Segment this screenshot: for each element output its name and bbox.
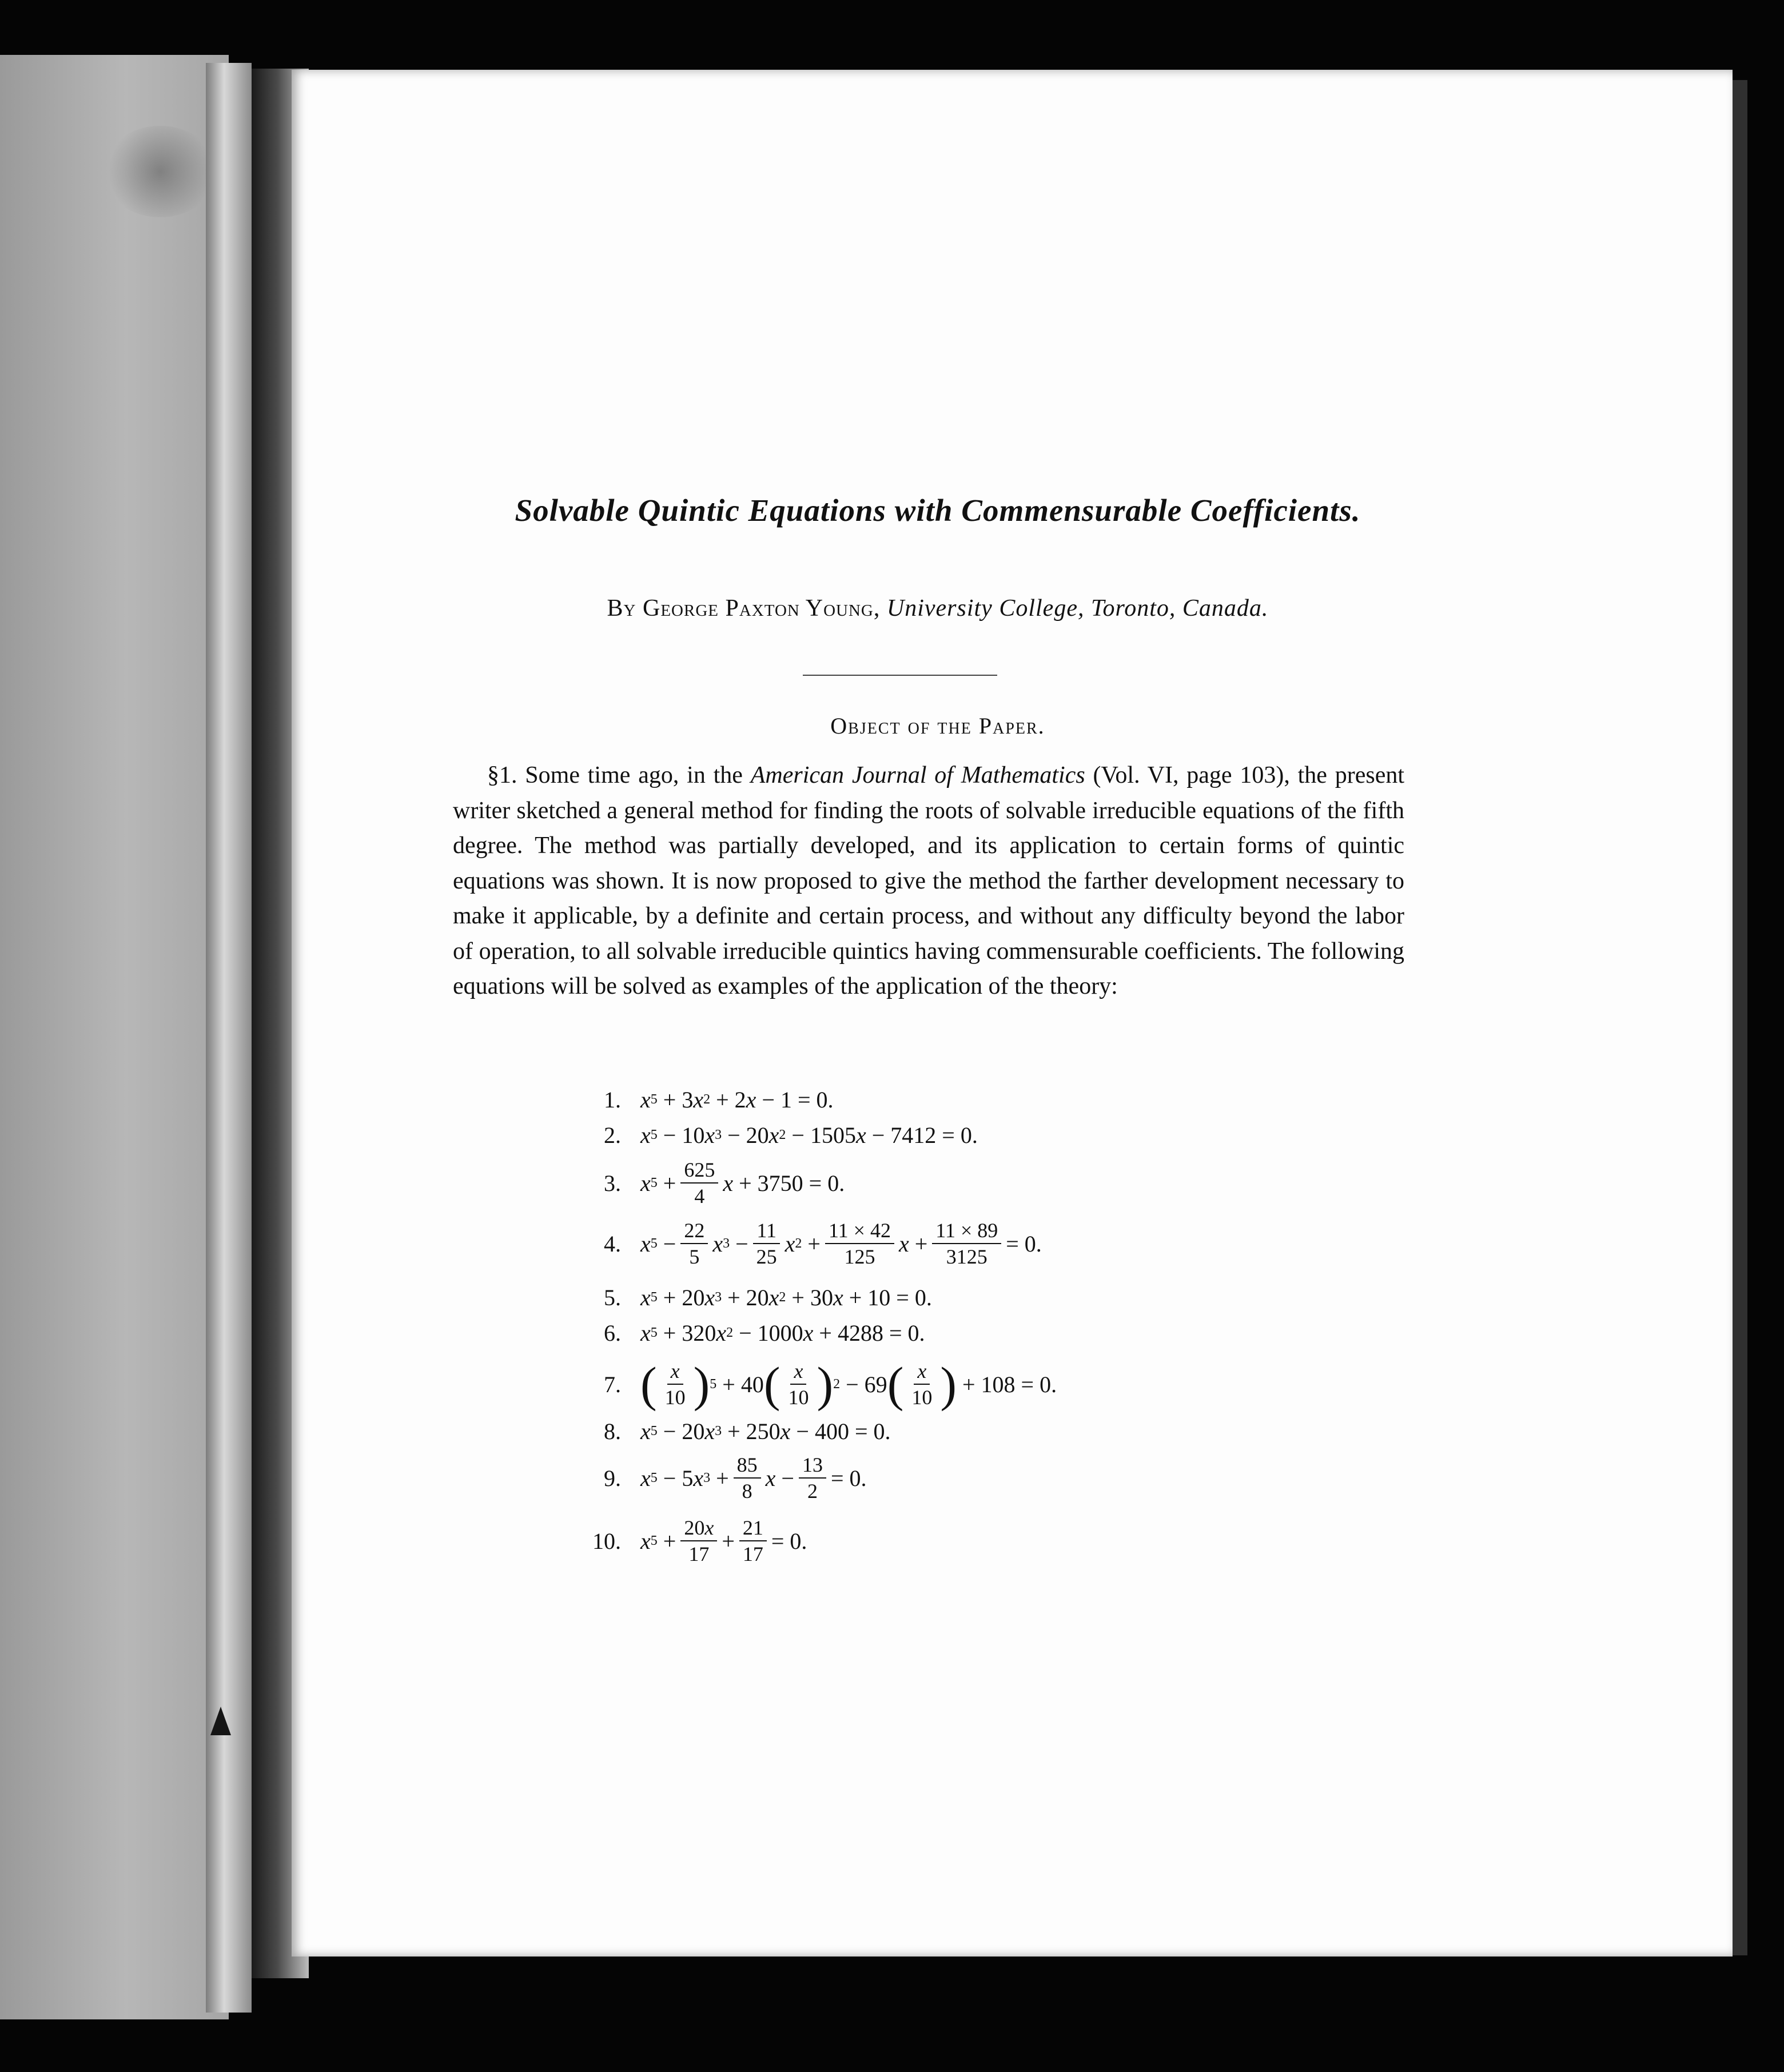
paragraph-part-1: §1. Some time ago, in the (487, 762, 743, 788)
fraction: $\frac{625}{4}$ (680, 1157, 718, 1209)
equation-number: 5. (604, 1285, 621, 1310)
fraction: $\frac{11 \times 42}{125}$ (825, 1218, 894, 1269)
separator-rule (803, 675, 997, 676)
fraction: $\frac{22}{5}$ (680, 1218, 708, 1269)
book-cover (0, 55, 229, 2019)
equation-body: x 5 − 5 x 3 + $\frac{85}{8}$ x − $\frac{13}{2}$ = 0. (640, 1453, 867, 1503)
equation-10 (572, 1515, 807, 1567)
equation-body: x 5 + $\frac{625}{4}$ x + 3750 = 0. (640, 1158, 845, 1208)
equation-body: x 5 + 3 x 2 + 2 x − 1 = 0. (640, 1087, 834, 1113)
equation-7 (572, 1358, 1057, 1410)
equation-number: 8. (604, 1418, 621, 1444)
body-paragraph (453, 758, 1404, 1005)
equation-body: ( $\frac{x}{10}$ ) 5 + 40 ( $\frac{x}{10}$ ) 2 − 69 ( $\frac{x}{10}$ ) + 108 = 0. (640, 1357, 1057, 1412)
equation-number: 2. (604, 1122, 621, 1148)
equation-number: 1. (604, 1087, 621, 1113)
fraction: $\frac{20x}{17}$ (680, 1515, 717, 1567)
equation-number: 9. (604, 1465, 621, 1491)
equation-6 (572, 1320, 925, 1346)
equation-body: x 5 − 20 x 3 + 250 x − 400 = 0. (640, 1418, 891, 1444)
equation-body: x 5 + 20 x 3 + 20 x 2 + 30 x + 10 = 0. (640, 1285, 932, 1310)
fraction: $\frac{x}{10}$ (664, 1360, 686, 1409)
paragraph-part-2: (Vol. VI, page 103), the present writer sketched a general method for finding the roots of solvable irreducible equations of the fifth degree. The method was partially developed, and its application to certain forms of quintic equations was shown. It is now proposed to give the method the farther development necessary to make it applicable, by a definite and certain process, and without any difficulty beyond the labor of operation, to all solvable irreducible quintics having commensurable coefficients. The following equations will be solved as examples of the application of the theory: (453, 762, 1405, 999)
fraction: $\frac{x}{10}$ (788, 1360, 809, 1409)
fraction: $\frac{11}{25}$ (753, 1218, 780, 1269)
equation-3 (572, 1157, 845, 1209)
equation-2 (572, 1122, 978, 1149)
author-name: George Paxton Young, (643, 595, 881, 621)
arrow-mark-icon (210, 1707, 231, 1735)
equation-body: x 5 + 320 x 2 − 1000 x + 4288 = 0. (640, 1320, 925, 1346)
equation-number: 7. (604, 1371, 621, 1397)
journal-name: American Journal of Mathematics (750, 762, 1085, 788)
equation-body: x 5 + $\frac{20x}{17}$ + $\frac{21}{17}$ = 0. (640, 1516, 807, 1565)
equation-4 (572, 1218, 1042, 1269)
equation-8 (572, 1418, 891, 1445)
fraction: $\frac{13}{2}$ (799, 1452, 826, 1504)
equation-5 (572, 1284, 932, 1311)
fraction: $\frac{85}{8}$ (734, 1452, 761, 1504)
fraction: $\frac{x}{10}$ (911, 1360, 933, 1409)
section-heading: Object of the Paper. (830, 713, 1045, 739)
equation-body: x 5 − $\frac{22}{5}$ x 3 − $\frac{11}{25}$ x 2 + $\frac{11 \times 42}{125}$ x + $\frac{11 \times 89}{3125}$ = 0. (640, 1219, 1042, 1268)
equation-number: 6. (604, 1320, 621, 1346)
paper-title: Solvable Quintic Equations with Commensurable Coefficients. (515, 493, 1361, 528)
page-edge (1733, 80, 1747, 1955)
equation-number: 3. (604, 1170, 621, 1196)
equation-body: x 5 − 10 x 3 − 20 x 2 − 1505 x − 7412 = 0. (640, 1122, 978, 1148)
equation-number: 10. (592, 1528, 621, 1554)
affiliation: University College, Toronto, Canada. (886, 595, 1269, 621)
equation-1 (572, 1086, 834, 1113)
document-page (292, 70, 1733, 1957)
equation-9 (572, 1452, 867, 1504)
cover-stain (103, 126, 217, 217)
fraction: $\frac{11 \times 89}{3125}$ (932, 1218, 1001, 1269)
byline-by: By (607, 595, 636, 621)
byline (435, 595, 1441, 622)
fraction: $\frac{21}{17}$ (739, 1515, 767, 1567)
equation-number: 4. (604, 1230, 621, 1257)
